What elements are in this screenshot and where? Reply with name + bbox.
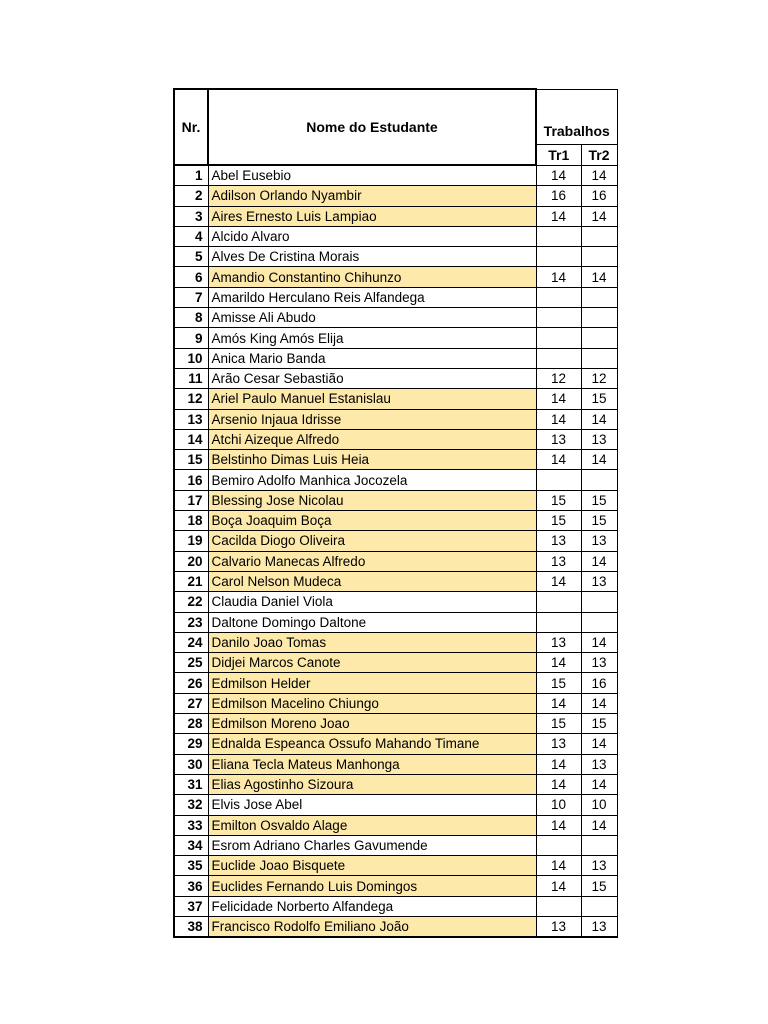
table-row xyxy=(174,368,617,388)
score-tr2: 15 xyxy=(581,490,617,510)
student-number: 2 xyxy=(174,186,208,206)
student-rows xyxy=(174,165,617,937)
score-tr1 xyxy=(536,226,581,246)
table-row xyxy=(174,653,617,673)
score-tr2: 16 xyxy=(581,673,617,693)
student-number: 12 xyxy=(174,389,208,409)
score-tr2: 14 xyxy=(581,165,617,186)
student-name: Amarildo Herculano Reis Alfandega xyxy=(208,287,536,307)
table-row xyxy=(174,795,617,815)
table-row xyxy=(174,774,617,794)
score-tr2: 13 xyxy=(581,429,617,449)
score-tr1 xyxy=(536,835,581,855)
student-number: 5 xyxy=(174,247,208,267)
score-tr1: 14 xyxy=(536,571,581,591)
student-name: Edmilson Helder xyxy=(208,673,536,693)
student-number: 28 xyxy=(174,714,208,734)
header-blank-cell xyxy=(536,89,617,118)
table-row xyxy=(174,186,617,206)
table-row xyxy=(174,287,617,307)
score-tr2: 13 xyxy=(581,531,617,551)
student-number: 16 xyxy=(174,470,208,490)
table-row xyxy=(174,511,617,531)
score-tr1: 15 xyxy=(536,511,581,531)
score-tr1: 12 xyxy=(536,368,581,388)
student-name: Bemiro Adolfo Manhica Jocozela xyxy=(208,470,536,490)
table-row xyxy=(174,693,617,713)
student-number: 37 xyxy=(174,896,208,916)
table-row xyxy=(174,592,617,612)
score-tr2: 14 xyxy=(581,774,617,794)
student-number: 23 xyxy=(174,612,208,632)
student-name: Euclide Joao Bisquete xyxy=(208,856,536,876)
score-tr2: 14 xyxy=(581,267,617,287)
score-tr2 xyxy=(581,835,617,855)
student-number: 36 xyxy=(174,876,208,896)
score-tr1: 13 xyxy=(536,632,581,652)
student-name: Eliana Tecla Mateus Manhonga xyxy=(208,754,536,774)
student-number: 29 xyxy=(174,734,208,754)
score-tr1: 14 xyxy=(536,450,581,470)
score-tr2 xyxy=(581,592,617,612)
table-row xyxy=(174,308,617,328)
student-name: Carol Nelson Mudeca xyxy=(208,571,536,591)
score-tr1: 13 xyxy=(536,551,581,571)
student-number: 19 xyxy=(174,531,208,551)
score-tr1: 14 xyxy=(536,389,581,409)
student-name: Euclides Fernando Luis Domingos xyxy=(208,876,536,896)
student-name: Daltone Domingo Daltone xyxy=(208,612,536,632)
score-tr1: 14 xyxy=(536,774,581,794)
score-tr2 xyxy=(581,226,617,246)
table-row xyxy=(174,409,617,429)
student-number: 26 xyxy=(174,673,208,693)
score-tr1: 14 xyxy=(536,206,581,226)
score-tr1: 14 xyxy=(536,754,581,774)
score-tr2: 14 xyxy=(581,632,617,652)
student-number: 9 xyxy=(174,328,208,348)
score-tr2: 14 xyxy=(581,551,617,571)
student-name: Amandio Constantino Chihunzo xyxy=(208,267,536,287)
grades-table xyxy=(173,88,618,938)
score-tr2: 14 xyxy=(581,693,617,713)
student-number: 20 xyxy=(174,551,208,571)
score-tr2 xyxy=(581,247,617,267)
student-name: Claudia Daniel Viola xyxy=(208,592,536,612)
student-number: 14 xyxy=(174,429,208,449)
student-name: Edmilson Macelino Chiungo xyxy=(208,693,536,713)
score-tr1: 14 xyxy=(536,653,581,673)
student-number: 6 xyxy=(174,267,208,287)
student-number: 24 xyxy=(174,632,208,652)
student-name: Elvis Jose Abel xyxy=(208,795,536,815)
score-tr1 xyxy=(536,896,581,916)
grades-sheet xyxy=(173,88,618,938)
table-row xyxy=(174,470,617,490)
score-tr1 xyxy=(536,328,581,348)
student-number: 17 xyxy=(174,490,208,510)
table-row xyxy=(174,165,617,186)
student-number: 18 xyxy=(174,511,208,531)
student-name: Aires Ernesto Luis Lampiao xyxy=(208,206,536,226)
student-number: 15 xyxy=(174,450,208,470)
score-tr1 xyxy=(536,612,581,632)
table-row xyxy=(174,612,617,632)
student-name: Atchi Aizeque Alfredo xyxy=(208,429,536,449)
score-tr1: 15 xyxy=(536,673,581,693)
student-name: Boça Joaquim Boça xyxy=(208,511,536,531)
score-tr1: 16 xyxy=(536,186,581,206)
student-name: Adilson Orlando Nyambir xyxy=(208,186,536,206)
table-row xyxy=(174,714,617,734)
table-row xyxy=(174,490,617,510)
header-student-name: Nome do Estudante xyxy=(208,89,536,165)
student-name: Belstinho Dimas Luis Heia xyxy=(208,450,536,470)
score-tr1: 14 xyxy=(536,165,581,186)
score-tr2 xyxy=(581,287,617,307)
student-name: Cacilda Diogo Oliveira xyxy=(208,531,536,551)
student-number: 13 xyxy=(174,409,208,429)
table-row xyxy=(174,389,617,409)
student-number: 25 xyxy=(174,653,208,673)
table-row xyxy=(174,673,617,693)
header-tr1: Tr1 xyxy=(536,144,581,165)
score-tr2 xyxy=(581,328,617,348)
score-tr2: 16 xyxy=(581,186,617,206)
student-number: 21 xyxy=(174,571,208,591)
table-row xyxy=(174,531,617,551)
score-tr1: 14 xyxy=(536,815,581,835)
score-tr1: 13 xyxy=(536,531,581,551)
score-tr2: 15 xyxy=(581,714,617,734)
score-tr1: 14 xyxy=(536,876,581,896)
student-number: 8 xyxy=(174,308,208,328)
score-tr1 xyxy=(536,348,581,368)
student-number: 27 xyxy=(174,693,208,713)
score-tr1: 14 xyxy=(536,856,581,876)
table-row xyxy=(174,267,617,287)
student-name: Elias Agostinho Sizoura xyxy=(208,774,536,794)
score-tr2: 15 xyxy=(581,389,617,409)
table-row xyxy=(174,896,617,916)
score-tr2: 12 xyxy=(581,368,617,388)
student-name: Blessing Jose Nicolau xyxy=(208,490,536,510)
table-row xyxy=(174,734,617,754)
score-tr2: 13 xyxy=(581,916,617,937)
student-name: Amós King Amós Elija xyxy=(208,328,536,348)
student-name: Ariel Paulo Manuel Estanislau xyxy=(208,389,536,409)
student-name: Danilo Joao Tomas xyxy=(208,632,536,652)
score-tr2: 13 xyxy=(581,571,617,591)
score-tr2: 10 xyxy=(581,795,617,815)
header-tr2: Tr2 xyxy=(581,144,617,165)
table-row xyxy=(174,450,617,470)
score-tr1 xyxy=(536,308,581,328)
student-number: 32 xyxy=(174,795,208,815)
student-name: Esrom Adriano Charles Gavumende xyxy=(208,835,536,855)
score-tr1: 15 xyxy=(536,490,581,510)
table-row xyxy=(174,835,617,855)
student-name: Alcido Alvaro xyxy=(208,226,536,246)
table-row xyxy=(174,328,617,348)
score-tr2 xyxy=(581,308,617,328)
student-name: Amisse Ali Abudo xyxy=(208,308,536,328)
student-number: 38 xyxy=(174,916,208,937)
header-nr: Nr. xyxy=(174,89,208,165)
table-row xyxy=(174,815,617,835)
score-tr1: 14 xyxy=(536,409,581,429)
score-tr1 xyxy=(536,247,581,267)
score-tr2: 14 xyxy=(581,450,617,470)
score-tr2: 13 xyxy=(581,754,617,774)
score-tr2: 14 xyxy=(581,734,617,754)
student-number: 30 xyxy=(174,754,208,774)
student-name: Felicidade Norberto Alfandega xyxy=(208,896,536,916)
score-tr1: 13 xyxy=(536,734,581,754)
table-row xyxy=(174,226,617,246)
table-row xyxy=(174,916,617,937)
score-tr1: 13 xyxy=(536,916,581,937)
score-tr2: 15 xyxy=(581,876,617,896)
table-row xyxy=(174,348,617,368)
table-row xyxy=(174,429,617,449)
score-tr2 xyxy=(581,612,617,632)
score-tr1: 10 xyxy=(536,795,581,815)
score-tr1: 15 xyxy=(536,714,581,734)
student-name: Alves De Cristina Morais xyxy=(208,247,536,267)
student-name: Calvario Manecas Alfredo xyxy=(208,551,536,571)
student-number: 35 xyxy=(174,856,208,876)
student-name: Arsenio Injaua Idrisse xyxy=(208,409,536,429)
score-tr1: 14 xyxy=(536,267,581,287)
student-name: Arão Cesar Sebastião xyxy=(208,368,536,388)
table-row xyxy=(174,551,617,571)
score-tr2 xyxy=(581,348,617,368)
student-name: Edmilson Moreno Joao xyxy=(208,714,536,734)
score-tr2: 14 xyxy=(581,409,617,429)
score-tr2: 15 xyxy=(581,511,617,531)
score-tr2 xyxy=(581,896,617,916)
score-tr1 xyxy=(536,592,581,612)
student-number: 33 xyxy=(174,815,208,835)
student-name: Emilton Osvaldo Alage xyxy=(208,815,536,835)
score-tr2: 13 xyxy=(581,856,617,876)
table-row xyxy=(174,856,617,876)
table-row xyxy=(174,206,617,226)
score-tr2: 14 xyxy=(581,206,617,226)
student-number: 7 xyxy=(174,287,208,307)
table-row xyxy=(174,571,617,591)
student-name: Ednalda Espeanca Ossufo Mahando Timane xyxy=(208,734,536,754)
score-tr1 xyxy=(536,470,581,490)
table-row xyxy=(174,876,617,896)
student-name: Didjei Marcos Canote xyxy=(208,653,536,673)
score-tr1 xyxy=(536,287,581,307)
table-row xyxy=(174,754,617,774)
header-trabalhos: Trabalhos xyxy=(536,118,617,145)
score-tr2: 13 xyxy=(581,653,617,673)
table-row xyxy=(174,632,617,652)
student-number: 22 xyxy=(174,592,208,612)
student-name: Anica Mario Banda xyxy=(208,348,536,368)
student-number: 11 xyxy=(174,368,208,388)
student-name: Francisco Rodolfo Emiliano João xyxy=(208,916,536,937)
student-number: 1 xyxy=(174,165,208,186)
student-name: Abel Eusebio xyxy=(208,165,536,186)
student-number: 34 xyxy=(174,835,208,855)
score-tr2 xyxy=(581,470,617,490)
score-tr1: 13 xyxy=(536,429,581,449)
student-number: 4 xyxy=(174,226,208,246)
student-number: 10 xyxy=(174,348,208,368)
score-tr1: 14 xyxy=(536,693,581,713)
student-number: 3 xyxy=(174,206,208,226)
score-tr2: 14 xyxy=(581,815,617,835)
table-row xyxy=(174,247,617,267)
student-number: 31 xyxy=(174,774,208,794)
